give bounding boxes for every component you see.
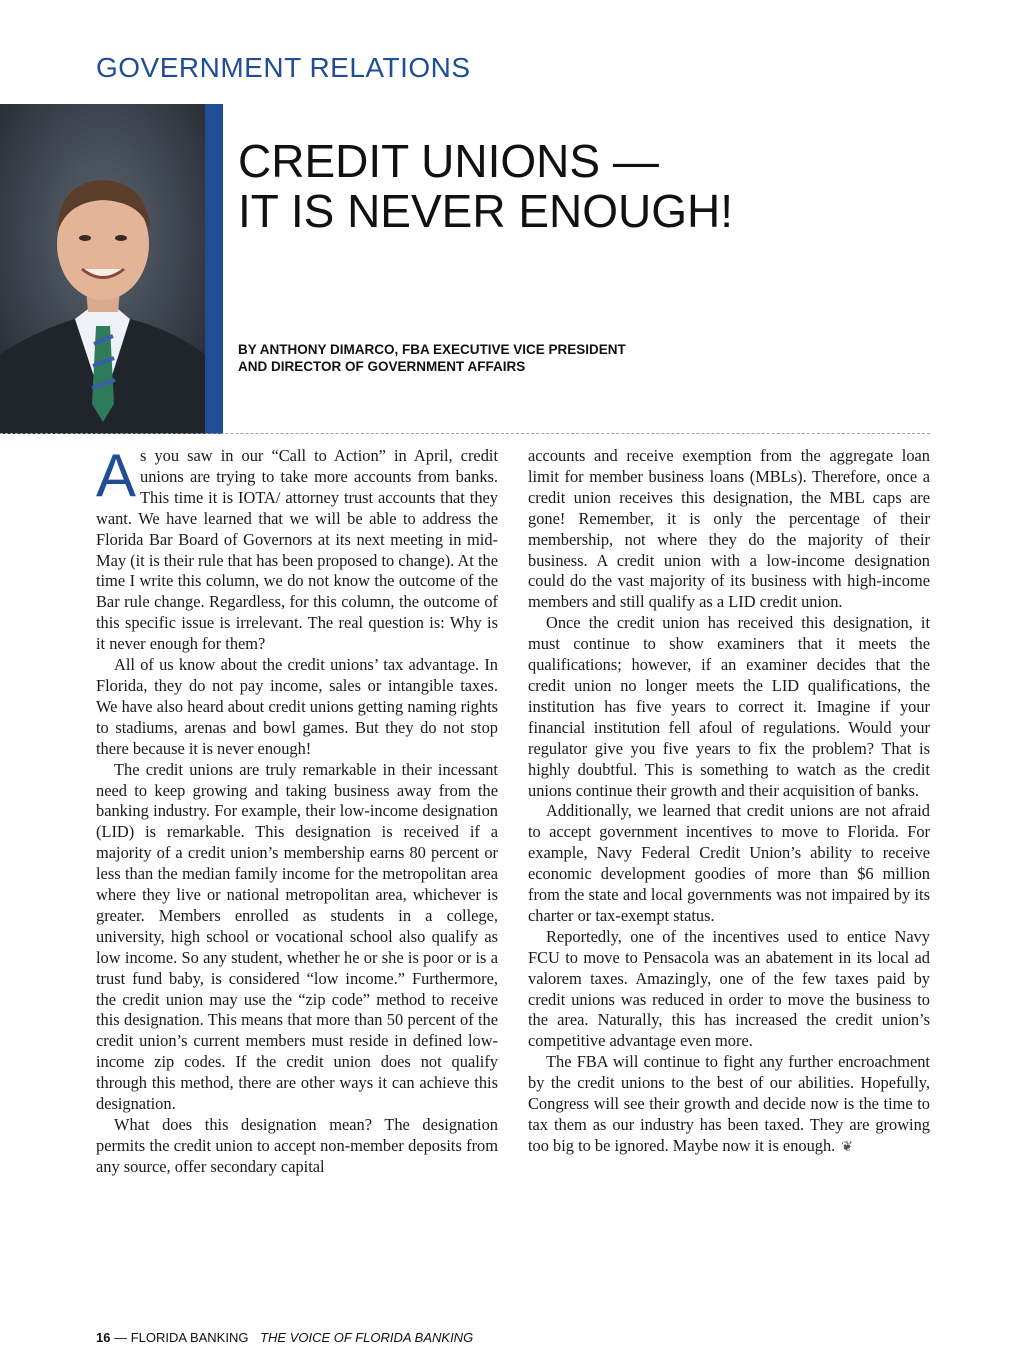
fba-end-mark-icon: ❦	[841, 1139, 854, 1155]
byline-line-2: AND DIRECTOR OF GOVERNMENT AFFAIRS	[238, 359, 526, 374]
article-column-right	[528, 446, 930, 1159]
section-label: GOVERNMENT RELATIONS	[96, 52, 471, 83]
paragraph: The FBA will continue to fight any further encroachment by the credit unions to the best of our abilities. Hopefully, Congress will see their growth and decide now is the time to tax them as our industry has been taxed. They are growing too big to be ignored. Maybe now it is enough. ❦	[528, 1052, 930, 1155]
headline-line-2: IT IS NEVER ENOUGH!	[238, 185, 734, 237]
page-number: 16	[96, 1330, 111, 1345]
page-footer	[96, 1330, 473, 1345]
section-divider	[0, 433, 930, 434]
paragraph: The credit unions are truly remarkable in their incessant need to keep growing and taking business away from the banking industry. For example, their low-income designation (LID) is remarkable. This designation is received if a majority of a credit union’s membership earns 80 percent or less than the median family income for the metropolitan area where they live or national metropolitan area, whichever is greater. Members enrolled as students in a college, university, high school or vocational school also qualify as low income. So any student, whether he or she is poor or is a trust fund baby, is considered “low income.” Furthermore, the credit union may use the “zip code” method to receive this designation. This means that more than 50 percent of the credit union’s current members must reside in defined low-income zip codes. If the credit union does not qualify through this method, there are other ways it can achieve this designation.	[96, 759, 498, 1114]
paragraph: All of us know about the credit unions’ tax advantage. In Florida, they do not pay income, sales or intangible taxes. We have also heard about credit unions getting naming rights to stadiums, arenas and bowl games. But they do not stop there because it is never enough!	[96, 655, 498, 758]
accent-bar	[205, 104, 223, 434]
paragraph: What does this designation mean? The designation permits the credit union to accept non-member deposits from any source, offer secondary capital	[96, 1115, 498, 1176]
byline-line-1: BY ANTHONY DIMARCO, FBA EXECUTIVE VICE PRESIDENT	[238, 342, 626, 357]
paragraph: Additionally, we learned that credit unions are not afraid to accept government incentives to move to Florida. For example, Navy Federal Credit Union’s ability to receive economic development goodies of more than $6 million from the state and local governments was not impaired by its charter or tax-exempt status.	[528, 801, 930, 925]
author-portrait-image	[0, 104, 205, 434]
headline	[238, 136, 733, 236]
publication-tagline: THE VOICE OF FLORIDA BANKING	[260, 1330, 474, 1345]
author-photo	[0, 104, 205, 434]
paragraph: Once the credit union has received this designation, it must continue to show examiners that it meets the qualifications; however, if an examiner decides that the credit union no longer meets the LID qualifications, the institution has five years to correct it. Imagine if your financial institution fell afoul of regulations. Would your regulator give you five years to fix the problem? That is highly doubtful. This is something to watch as the credit unions continue their growth and their acquisition of banks.	[528, 613, 930, 800]
paragraph: Reportedly, one of the incentives used to entice Navy FCU to move to Pensacola was an abatement in its local ad valorem taxes. Amazingly, one of the few taxes paid by credit unions was reduced in order to move the business to the area. Naturally, this has increased the credit union’s competitive advantage even more.	[528, 926, 930, 1051]
paragraph: As you saw in our “Call to Action” in April, credit unions are trying to take more accounts from banks. This time it is IOTA/ attorney trust accounts that they want. We have learned that we will be able to address the Florida Bar Board of Governors at its next meeting in mid-May (it is their rule that has been proposed to change). At the time I write this column, we do not know the outcome of the Bar rule change. Regardless, for this column, the outcome of this specific issue is irrelevant. The real question is: Why is it never enough for them?	[96, 442, 498, 654]
byline	[238, 341, 626, 375]
publication-name: — FLORIDA BANKING	[114, 1330, 249, 1345]
headline-line-1: CREDIT UNIONS —	[238, 135, 659, 187]
drop-cap: A	[96, 442, 137, 509]
article-column-left	[96, 442, 498, 1178]
paragraph: accounts and receive exemption from the aggregate loan limit for member business loans (MBLs). Therefore, once a credit union receives this designation, the MBL caps are gone! Remember, it is only the percentage of their membership, not where they do the majority of their business. A credit union with a low-income designation could do the vast majority of its business with high-income members and still qualify as a LID credit union.	[528, 446, 930, 612]
